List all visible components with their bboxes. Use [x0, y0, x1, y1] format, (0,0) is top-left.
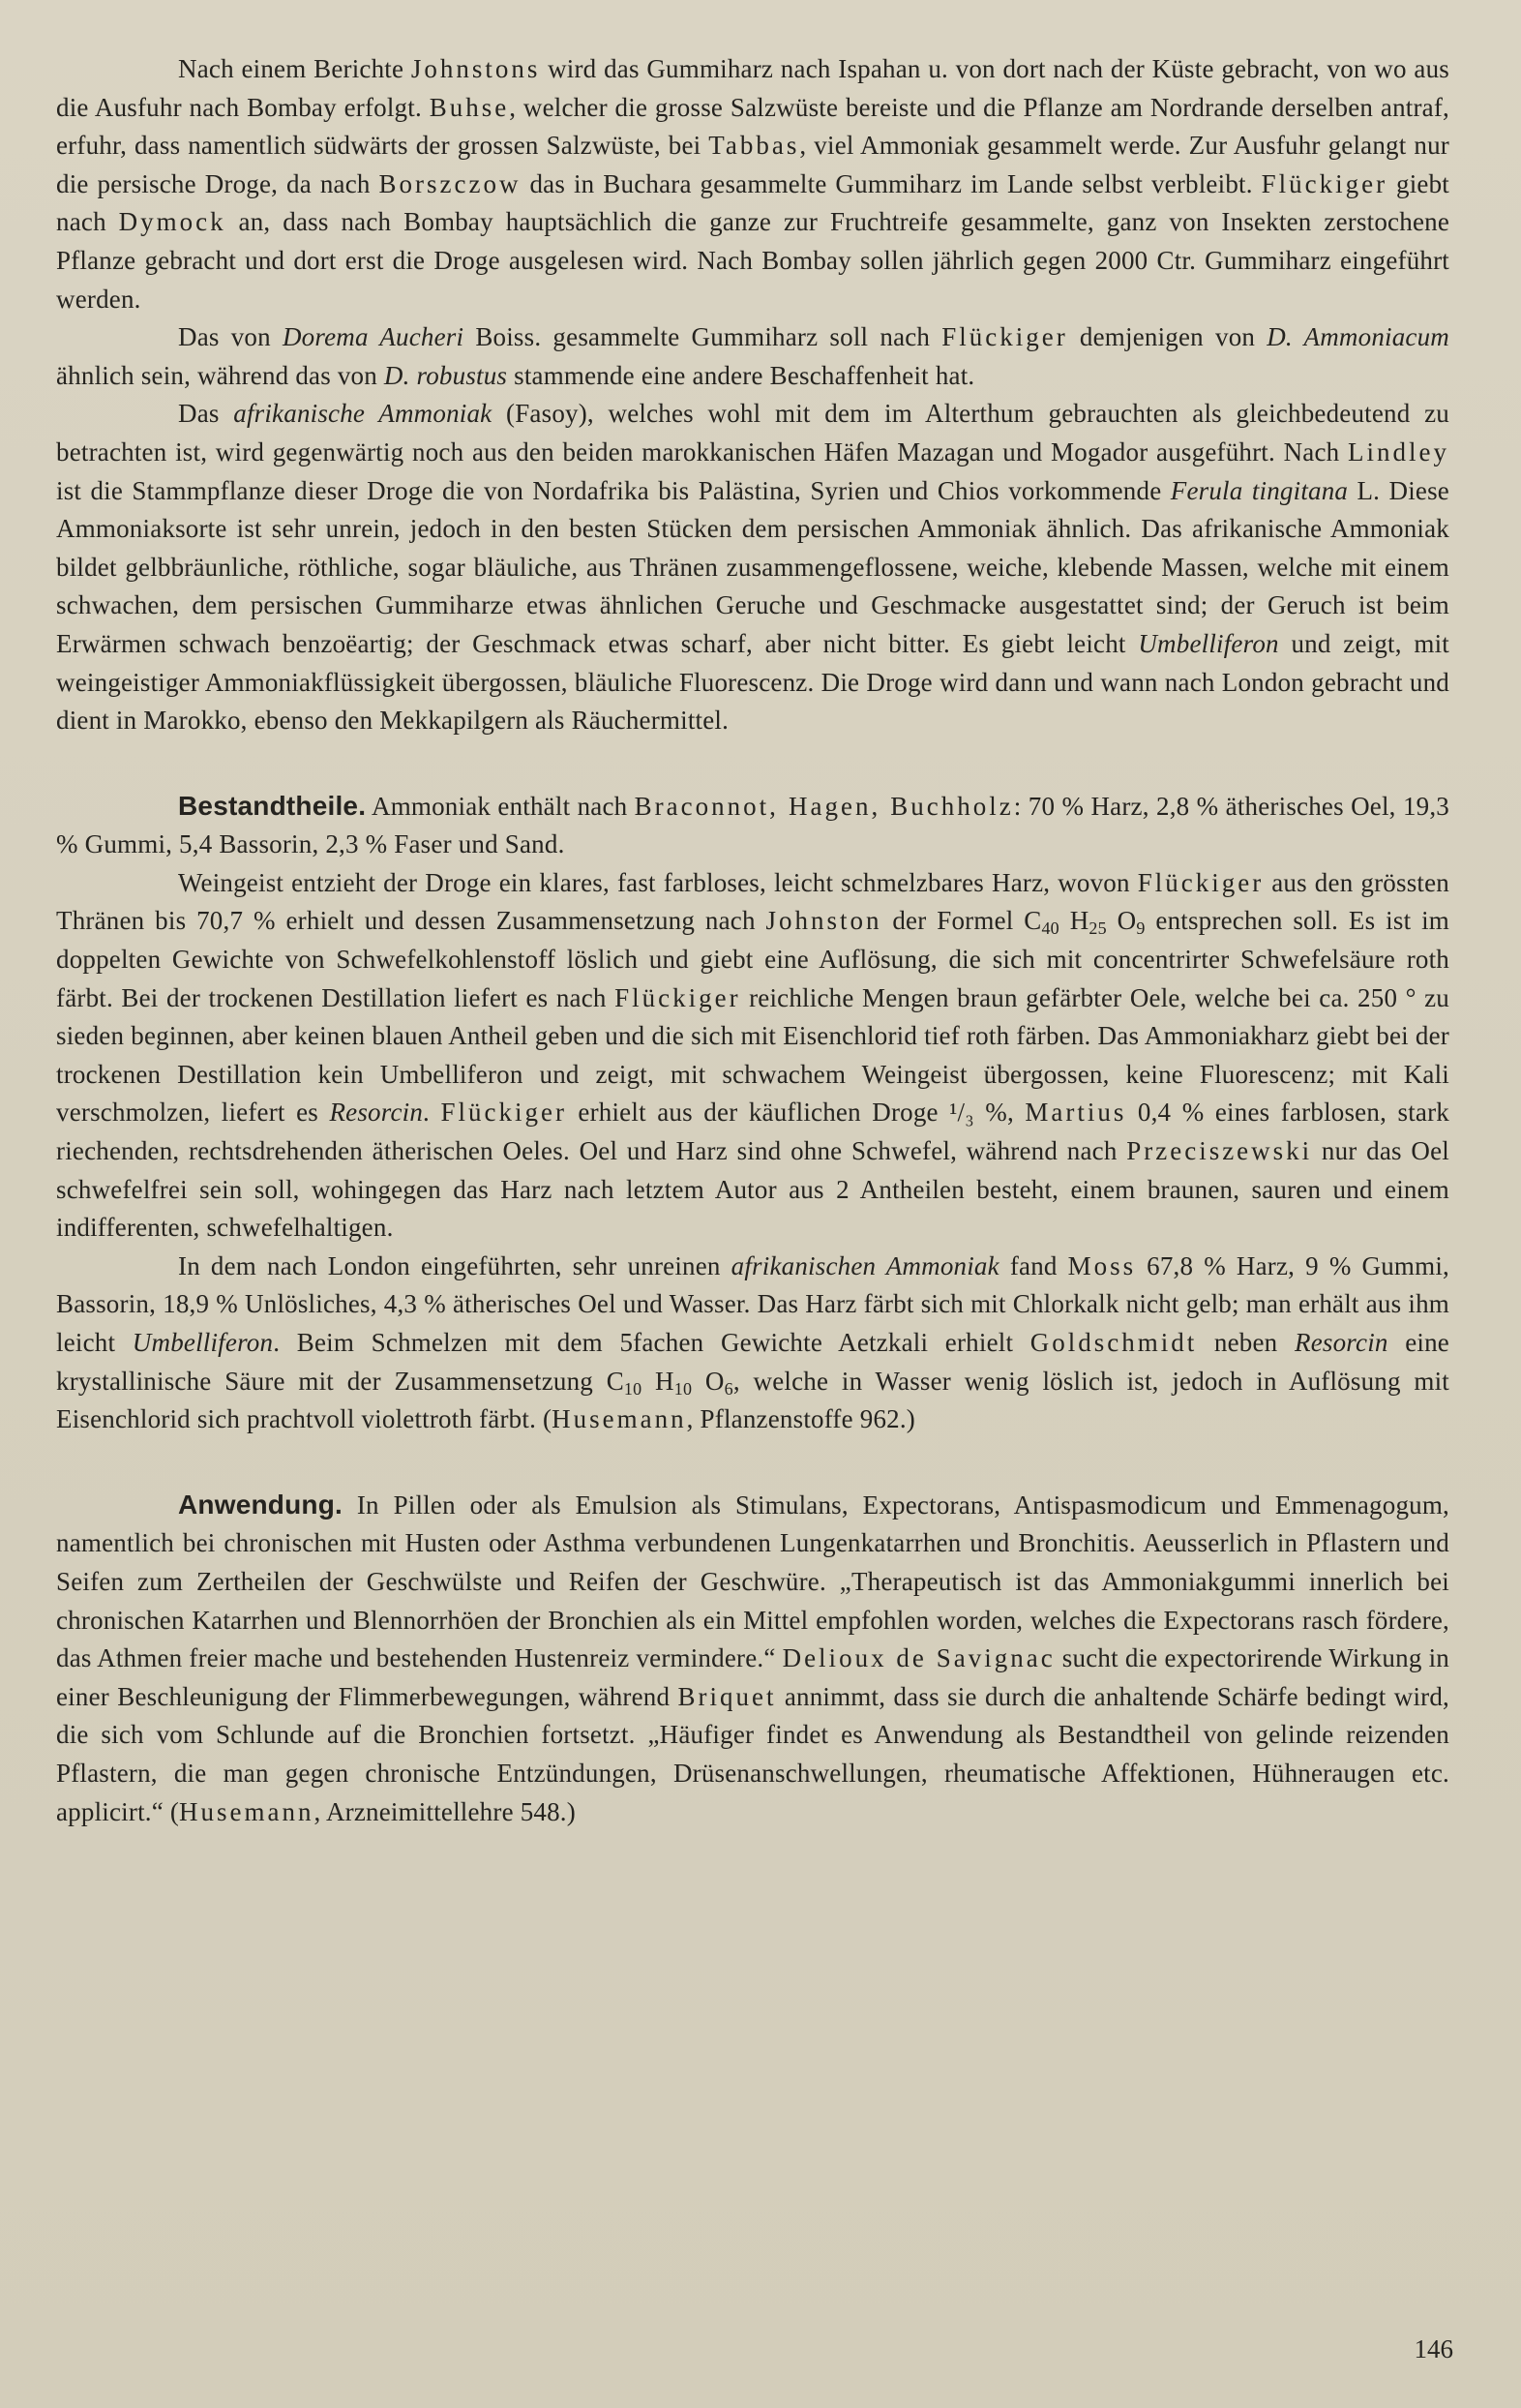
text-run: Das von [178, 322, 283, 352]
author-name: Flückiger [1261, 168, 1388, 198]
text-run: H [641, 1366, 674, 1396]
text-run: Boiss. gesammelte Gummiharz soll nach [463, 322, 942, 352]
author-name: Delioux de Savignac [782, 1643, 1056, 1673]
text-run: demjenigen von [1067, 322, 1268, 352]
author-name: Goldschmidt [1029, 1328, 1198, 1357]
author-name: Moss [1067, 1250, 1137, 1280]
italic-term: Umbelliferon [132, 1328, 274, 1357]
text-run: und zeigt, mit weingeistiger Ammoniakflüssigkeit übergossen, bläuliche Fluorescenz. Die Droge wird dann und wann nach London gebracht und dient in Marokko, ebenso den Mekkapilgern als Räuchermittel. [56, 628, 1449, 736]
formula-subscript: 40 [1041, 918, 1059, 939]
place-name: Tabbas [708, 131, 800, 161]
text-run: O [1106, 906, 1137, 936]
text-run: nur das Oel schwefelfrei sein soll, wohingegen das Harz nach letztem Autor aus 2 Antheilen besteht, einem braunen, sauren und einem indifferenten, schwefelhaltigen. [56, 1136, 1450, 1243]
page-body [56, 50, 1449, 1831]
italic-term: Umbelliferon [1138, 628, 1279, 658]
formula-subscript: 6 [724, 1378, 733, 1399]
italic-term: Resorcin [329, 1098, 424, 1128]
text-run: , viel Ammoniak gesammelt werde. Zur Ausfuhr gelangt nur die persische Droge, da nach [56, 131, 1449, 198]
formula-subscript: 25 [1089, 918, 1107, 939]
text-run: Das [178, 399, 234, 429]
paragraph-dorema [56, 318, 1449, 395]
text-run: Nach einem Berichte [178, 54, 411, 83]
text-run: Ammoniak enthält nach [366, 791, 635, 821]
text-run: an, dass nach Bombay hauptsächlich die ganze zur Fruchtreife gesammelte, ganz von Insekten zerstochene Pflanze gebracht und dort erst die Droge ausgelesen wird. Nach Bombay sollen jährlich gegen 2000 Ctr. Gummiharz eingeführt werden. [56, 207, 1450, 314]
author-name: Borszczow [378, 168, 522, 198]
text-run: . [423, 1098, 441, 1128]
author-name: Buhse [429, 92, 510, 122]
text-run: entsprechen soll. Es ist im doppelten Gewichte von Schwefelkohlenstoff löslich und giebt eine Auflösung, die sich mit concentrirter Schwefelsäure roth färbt. Bei der trockenen Destillation liefert es nach [56, 906, 1449, 1012]
italic-term: Resorcin [1295, 1328, 1388, 1357]
text-run: annimmt, dass sie durch die anhaltende Schärfe bedingt wird, die sich vom Schlunde auf die Bronchien fortsetzt. „Häufiger findet es Anwendung als Bestandtheil von gelinde reizenden Pflastern, die man gegen chronische Entzündungen, Drüsenanschwellungen, rheumatische Affektionen, Hühneraugen etc. applicirt.“ ( [56, 1681, 1449, 1826]
text-run: . Beim Schmelzen mit dem 5fachen Gewichte Aetzkali erhielt [273, 1328, 1030, 1357]
formula-subscript: 10 [673, 1378, 693, 1399]
text-run: , welche in Wasser wenig löslich ist, jedoch in Auflösung mit Eisenchlorid sich prachtvoll violettroth färbt. ( [56, 1366, 1450, 1434]
paragraph-london-import [56, 1248, 1449, 1439]
page-number: 146 [1414, 2334, 1453, 2363]
section-heading: Bestandtheile. [178, 790, 367, 821]
section-bestandtheile [56, 787, 1449, 864]
author-name: Martius [1025, 1098, 1127, 1128]
text-run: ist die Stammpflanze dieser Droge die von Nordafrika bis Palästina, Syrien und Chios vorkommende [56, 475, 1171, 505]
species-name: Ferula tingitana [1170, 475, 1349, 505]
text-run: neben [1197, 1328, 1296, 1357]
author-name: Johnston [765, 906, 882, 936]
text-run: O [692, 1366, 725, 1396]
italic-term: afrikanischen Ammoniak [731, 1250, 999, 1280]
species-name: D. Ammoniacum [1267, 322, 1450, 352]
text-run: 0,4 % eines farblosen, stark riechenden, rechtsdrehenden ätherischen Oeles. Oel und Harz sind ohne Schwefel, während nach [56, 1098, 1449, 1166]
author-name: Flückiger [1137, 867, 1265, 897]
species-name: D. robustus [383, 360, 508, 390]
section-anwendung [56, 1486, 1449, 1831]
text-run: giebt nach [56, 168, 1450, 237]
author-name: Dymock [118, 207, 226, 237]
author-name: Braconnot, Hagen, Buchholz [634, 791, 1014, 821]
text-run: , Arzneimittellehre 548.) [313, 1796, 576, 1826]
text-run: In dem nach London eingeführten, sehr unreinen [178, 1250, 731, 1280]
text-run: H [1059, 906, 1089, 936]
section-heading: Anwendung. [178, 1489, 343, 1520]
author-name: Husemann [552, 1404, 687, 1434]
text-run: , welcher die grosse Salzwüste bereiste und die Pflanze am Nordrande derselben antraf, erfuhr, dass namentlich südwärts der grossen Salzwüste, bei [56, 92, 1449, 161]
text-run: der Formel C [881, 906, 1042, 936]
text-run: eine krystallinische Säure mit der Zusammensetzung C [56, 1328, 1449, 1396]
text-run: wird das Gummiharz nach Ispahan u. von dort nach der Küste gebracht, von wo aus die Ausfuhr nach Bombay erfolgt. [56, 54, 1449, 122]
author-name: Lindley [1348, 436, 1449, 467]
text-run: sucht die expectorirende Wirkung in einer Beschleunigung der Flimmerbewegungen, während [56, 1643, 1449, 1711]
text-run: 67,8 % Harz, 9 % Gummi, Bassorin, 18,9 % Unlösliches, 4,3 % ätherisches Oel und Wasser. Das Harz färbt sich mit Chlorkalk nicht gelb; man erhält aus ihm leicht [56, 1250, 1449, 1357]
author-name: Johnstons [410, 54, 541, 83]
text-run: : 70 % Harz, 2,8 % ätherisches Oel, 19,3 % Gummi, 5,4 Bassorin, 2,3 % Faser und Sand. [56, 791, 1449, 859]
author-name: Flückiger [440, 1098, 567, 1128]
author-name: Briquet [677, 1681, 777, 1711]
text-run: Weingeist entzieht der Droge ein klares, fast farbloses, leicht schmelzbares Harz, wovon [178, 867, 1138, 897]
text-run: ähnlich sein, während das von [56, 360, 384, 390]
text-run: In Pillen oder als Emulsion als Stimulans, Expectorans, Antispasmodicum und Emmenagogum, namentlich bei chronischen mit Husten oder Asthma verbundenen Lungenkatarrhen und Bronchitis. Aeusserlich in Pflastern und Seifen zum Zertheilen der Geschwülste und Reifen der Geschwüre. „Therapeutisch ist das Ammoniakgummi innerlich bei chronischen Katarrhen und Blennorrhöen der Bronchien als ein Mittel empfohlen worden, welches die Expectorans rasch fördere, das Athmen freier mache und bestehenden Hustenreiz vermindere.“ [56, 1490, 1449, 1673]
text-run: reichliche Mengen braun gefärbter Oele, welche bei ca. 250 ° zu sieden beginnen, aber keinen blauen Antheil geben und die sich mit Eisenchlorid tief roth färben. Das Ammoniakharz giebt bei der trockenen Destillation kein Umbelliferon und zeigt, mit schwachem Weingeist übergossen, keine Fluorescenz; mit Kali verschmolzen, liefert es [56, 982, 1450, 1128]
text-run: aus den grössten Thränen bis 70,7 % erhielt und dessen Zusammensetzung nach [56, 867, 1449, 936]
text-run: das in Buchara gesammelte Gummiharz im Lande selbst verbleibt. [521, 168, 1262, 198]
author-name: Husemann [179, 1796, 314, 1826]
formula-subscript: 10 [623, 1378, 642, 1399]
author-name: Flückiger [941, 322, 1068, 352]
author-name: Flückiger [614, 982, 741, 1012]
text-run: erhielt aus der käuflichen Droge ¹/₃ %, [566, 1098, 1026, 1128]
italic-term: afrikanische Ammoniak [233, 399, 492, 429]
species-name: Dorema Aucheri [282, 322, 464, 352]
paragraph-johnston [56, 50, 1449, 318]
text-run: stammende eine andere Beschaffenheit hat. [507, 360, 975, 390]
text-run: fand [999, 1250, 1068, 1280]
author-name: Przeciszewski [1126, 1136, 1313, 1166]
formula-subscript: 9 [1136, 918, 1146, 939]
paragraph-weingeist [56, 864, 1449, 1248]
text-run: , Pflanzenstoffe 962.) [686, 1404, 915, 1434]
paragraph-afrikanisch [56, 395, 1449, 739]
text-run: L. Diese Ammoniaksorte ist sehr unrein, jedoch in den besten Stücken dem persischen Ammoniak ähnlich. Das afrikanische Ammoniak bildet gelbbräunliche, röthliche, sogar bläuliche, aus Thränen zusammengeflossene, weiche, klebende Massen, welche mit einem schwachen, dem persischen Gummiharze etwas ähnlichen Geruche und Geschmacke ausgestattet sind; der Geruch ist beim Erwärmen schwach benzoëartig; der Geschmack etwas scharf, aber nicht bitter. Es giebt leicht [56, 475, 1449, 658]
text-run: (Fasoy), welches wohl mit dem im Alterthum gebrauchten als gleichbedeutend zu betrachten ist, wird gegenwärtig noch aus den beiden marokkanischen Häfen Mazagan und Mogador ausgeführt. Nach [56, 399, 1449, 467]
